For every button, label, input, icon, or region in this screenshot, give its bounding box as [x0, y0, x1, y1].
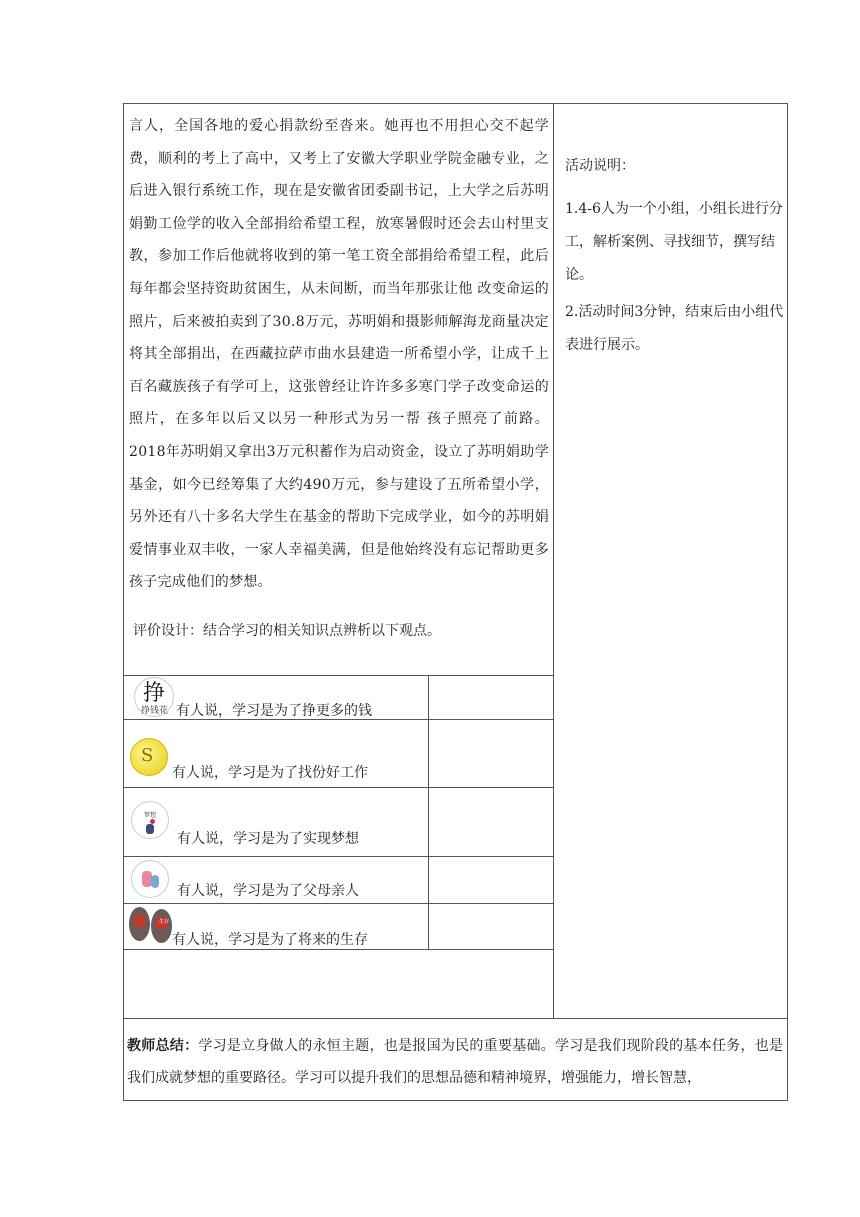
opinion-col-divider: [428, 675, 429, 949]
activity-item-2: 2.活动时间3分钟，结束后由小组代表进行展示。: [565, 304, 784, 353]
evaluation-instruction: 评价设计：结合学习的相关知识点辨析以下观点。: [133, 623, 441, 639]
opinion-row-line: [123, 787, 553, 788]
opinion-row-line: [123, 675, 553, 676]
opinion-row-line: [123, 949, 553, 950]
opinion-text: 有人说，学习是为了挣更多的钱: [176, 703, 372, 719]
activity-item-1: 1.4-6人为一个小组，小组长进行分工，解析案例、寻找细节，撰写结论。: [565, 201, 783, 283]
opinion-text: 有人说，学习是为了将来的生存: [172, 932, 368, 948]
gold-coin-icon: S: [130, 738, 168, 776]
parents-icon: [131, 860, 169, 898]
summary-text: 学习是立身做人的永恒主题，也是报国为民的重要基础。学习是我们现阶段的基本任务，也是我们成就梦想的重要路径。学习可以提升我们的思想品德和精神境界，增强能力，增长智慧，: [127, 1038, 784, 1086]
opinion-text: 有人说，学习是为了实现梦想: [177, 831, 359, 847]
survival-icon: 生存: [129, 905, 173, 943]
teacher-summary: [127, 1030, 783, 1094]
activity-notes: [565, 150, 785, 362]
summary-label: 教师总结：: [127, 1038, 199, 1054]
dream-icon: 梦想: [131, 801, 169, 839]
opinion-text: 有人说，学习是为了找份好工作: [172, 765, 368, 781]
story-paragraph: 言人，全国各地的爱心捐款纷至沓来。她再也不用担心交不起学费，顺利的考上了高中，又考上了安徽大学职业学院金融专业，之后进入银行系统工作，现在是安徽省团委副书记，上大学之后苏明娟勤工俭学的收入全部捐给希望工程，放寒暑假时还会去山村里支教，参加工作后他就将收到的第一笔工资全部捐给希望工程，此后每年都会坚持资助贫困生，从未间断，而当年那张让他 改变命运的照片，后来被拍卖到了30.8万元，苏明娟和摄影师解海龙商量决定将其全部捐出，在西藏拉萨市曲水县建造一所希望小学，让成千上百名藏族孩子有学可上，这张曾经让许许多多寒门学子改变命运的照片，在多年以后又以另一种形式为另一帮 孩子照亮了前路。2018年苏明娟又拿出3万元积蓄作为启动资金，设立了苏明娟助学基金，如今已经筹集了大约490万元，参与建设了五所希望小学，另外还有八十多名大学生在基金的帮助下完成学业，如今的苏明娟爱情事业双丰收，一家人幸福美满，但是他始终没有忘记帮助更多孩子完成他们的梦想。: [129, 118, 549, 591]
opinion-row-line: [123, 903, 553, 904]
summary-divider: [123, 1018, 788, 1019]
column-divider: [553, 103, 554, 1018]
opinion-text: 有人说，学习是为了父母亲人: [177, 883, 359, 899]
earn-money-icon: 挣 挣钱花: [134, 677, 174, 717]
opinion-row-line: [123, 856, 553, 857]
activity-heading: 活动说明：: [565, 158, 635, 174]
